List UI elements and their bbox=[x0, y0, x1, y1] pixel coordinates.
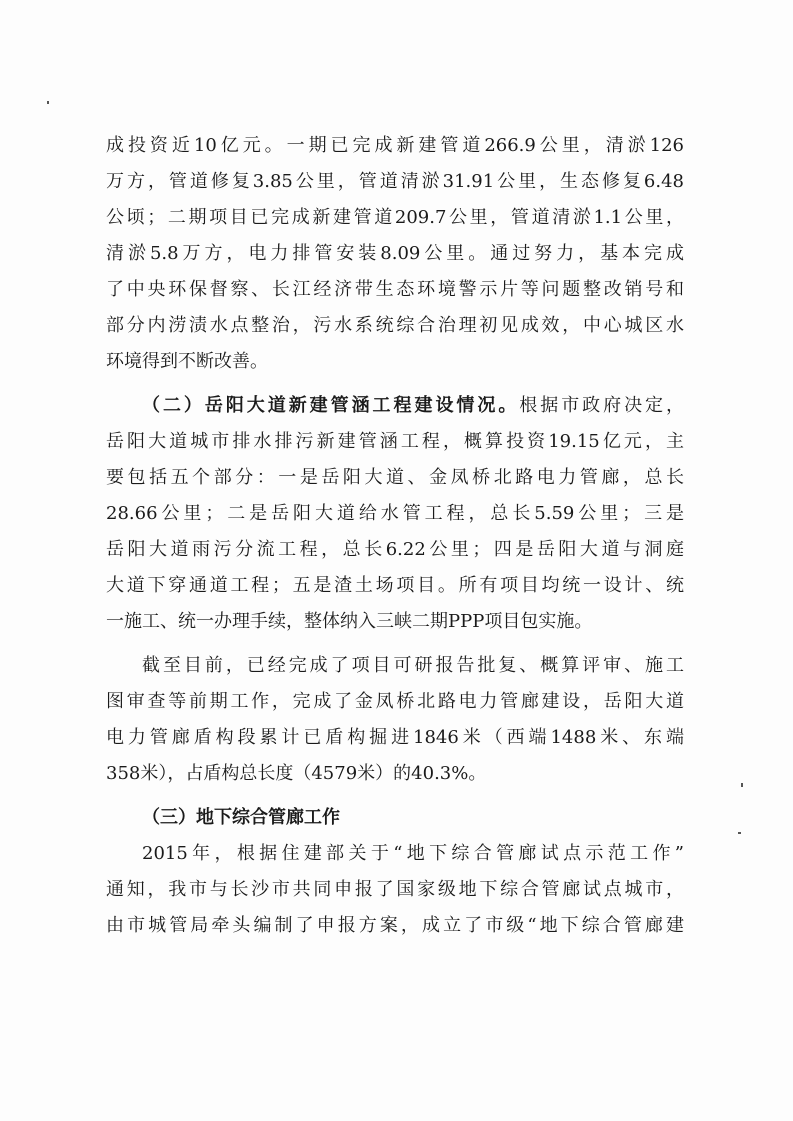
para1-line-3: 公顷；二期项目已完成新建管道209.7公里，管道清淤1.1公里， bbox=[106, 207, 684, 228]
para2-line-1-rest: 根据市政府决定， bbox=[519, 395, 684, 416]
para2-line-4: 28.66公里；二是岳阳大道给水管工程，总长5.59公里；三是 bbox=[106, 503, 684, 524]
section-heading-3: （三）地下综合管廊工作 bbox=[142, 807, 340, 828]
section-heading-2: （二）岳阳大道新建管涵工程建设情况。 bbox=[142, 395, 520, 416]
para2-line-1 bbox=[106, 388, 684, 424]
para2-line-7: 一施工、统一办理手续，整体纳入三峡二期PPP项目包实施。 bbox=[106, 611, 593, 632]
para4-line-3: 由市城管局牵头编制了申报方案，成立了市级“地下综合管廊建 bbox=[106, 915, 684, 936]
para2-line-3: 要包括五个部分：一是岳阳大道、金凤桥北路电力管廊，总长 bbox=[106, 467, 684, 488]
para1-line-2: 万方，管道修复3.85公里，管道清淤31.91公里，生态修复6.48 bbox=[106, 171, 684, 192]
para1-line-5: 了中央环保督察、长江经济带生态环境警示片等问题整改销号和 bbox=[106, 279, 684, 300]
document-body bbox=[106, 128, 684, 944]
scan-speck-right-1 bbox=[741, 783, 743, 787]
scan-speck-right-2 bbox=[738, 832, 741, 834]
para1-line-7: 环境得到不断改善。 bbox=[106, 351, 268, 372]
para3-line-3: 电力管廊盾构段累计已盾构掘进1846米（西端1488米、东端 bbox=[106, 727, 684, 748]
para2-line-6: 大道下穿通道工程；五是渣土场项目。所有项目均统一设计、统 bbox=[106, 575, 684, 596]
para3-line-4: 358米），占盾构总长度（4579米）的40.3%。 bbox=[106, 763, 487, 784]
para4-line-2: 通知，我市与长沙市共同申报了国家级地下综合管廊试点城市， bbox=[106, 879, 684, 900]
para2-line-2: 岳阳大道城市排水排污新建管涵工程，概算投资19.15亿元，主 bbox=[106, 431, 684, 452]
para1-line-6: 部分内涝渍水点整治，污水系统综合治理初见成效，中心城区水 bbox=[106, 315, 684, 336]
para3-line-2: 图审查等前期工作，完成了金凤桥北路电力管廊建设，岳阳大道 bbox=[106, 691, 684, 712]
para3-line-1: 截至目前，已经完成了项目可研报告批复、概算评审、施工 bbox=[142, 655, 684, 676]
para4-line-1: 2015年，根据住建部关于“地下综合管廊试点示范工作” bbox=[142, 843, 684, 864]
para1-line-1: 成投资近10亿元。一期已完成新建管道266.9公里，清淤126 bbox=[106, 135, 684, 156]
para2-line-5: 岳阳大道雨污分流工程，总长6.22公里；四是岳阳大道与洞庭 bbox=[106, 539, 684, 560]
scan-speck-left bbox=[47, 101, 49, 104]
para1-line-4: 清淤5.8万方，电力排管安装8.09公里。通过努力，基本完成 bbox=[106, 243, 684, 264]
